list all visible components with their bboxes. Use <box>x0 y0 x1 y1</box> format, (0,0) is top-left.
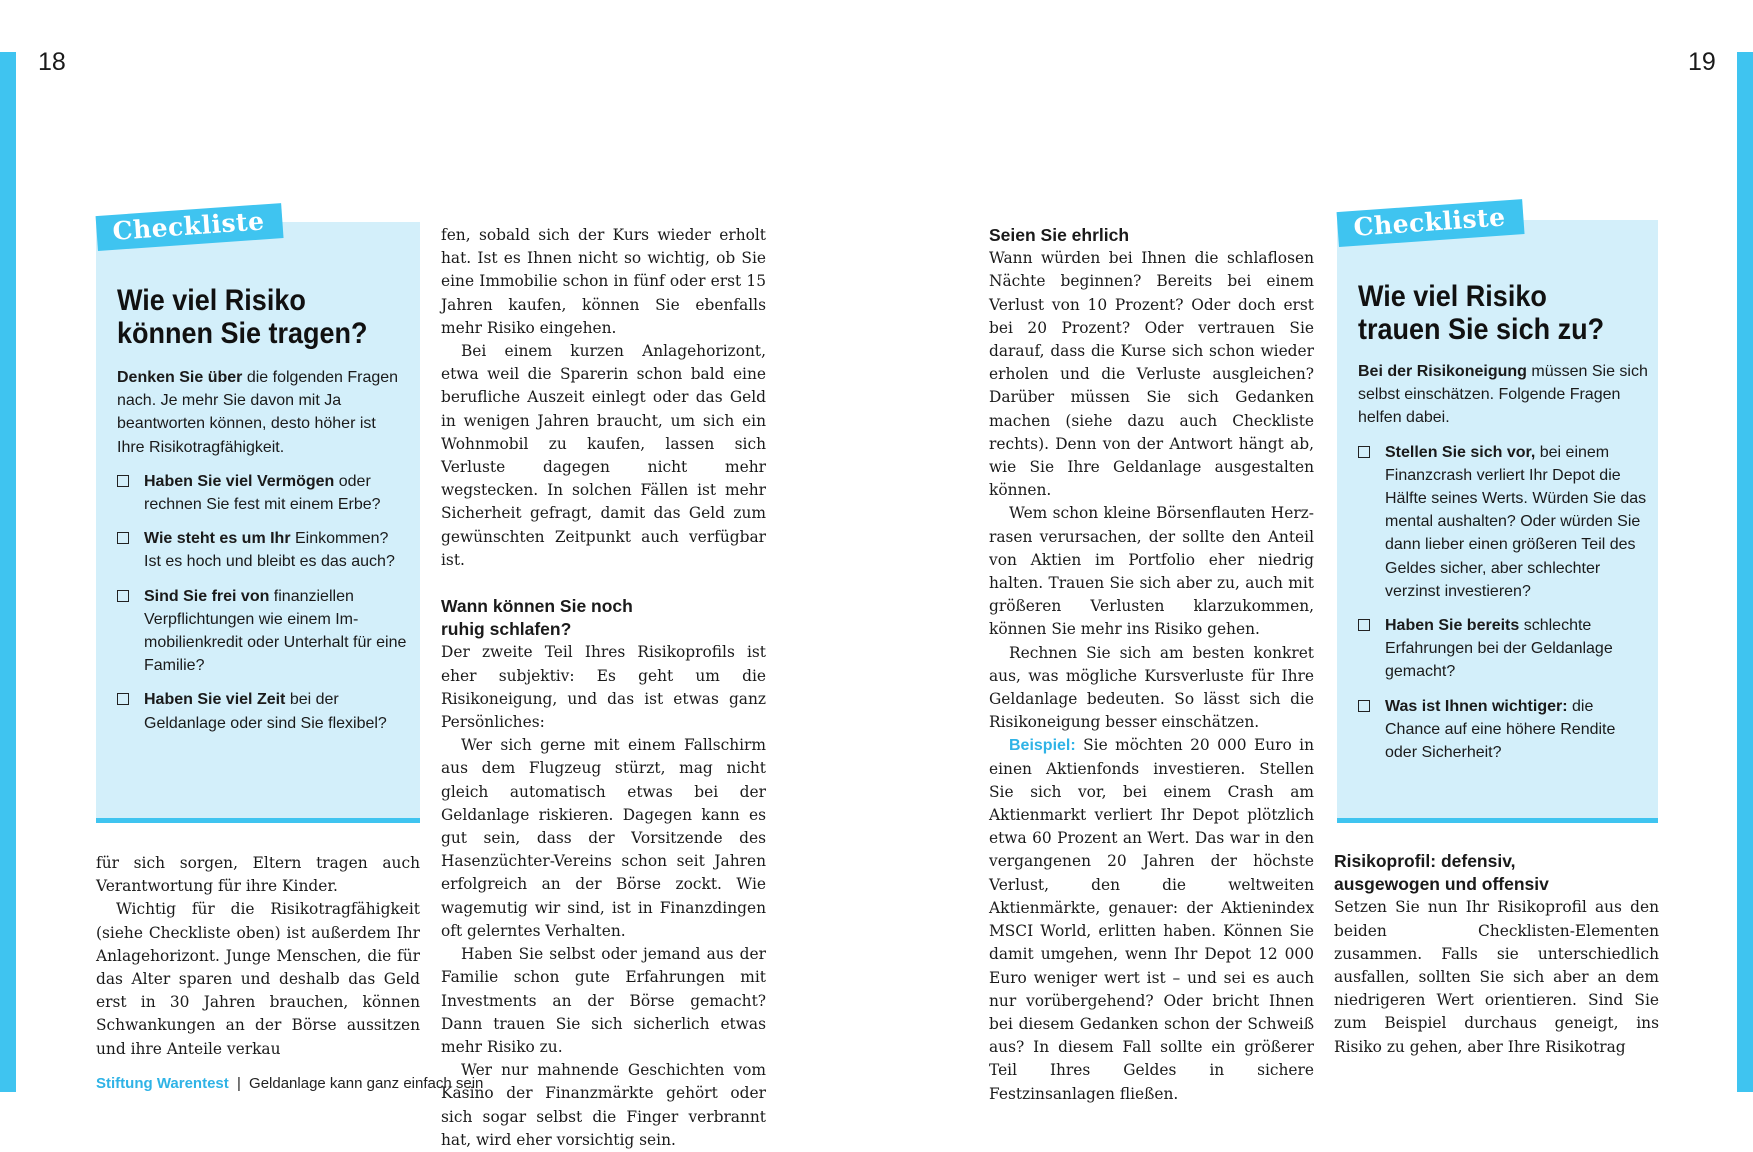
section-heading: Seien Sie ehrlich <box>989 225 1130 245</box>
checkbox-icon[interactable] <box>117 532 129 544</box>
paragraph: für sich sorgen, Eltern tragen auch Verantwortung für ihre Kinder. <box>96 854 420 896</box>
checklist-title: Wie viel Risiko trauen Sie sich zu? <box>1358 280 1605 346</box>
right-column-2-text <box>1334 850 1659 1059</box>
footer-brand: Stiftung Warentest <box>96 1075 229 1092</box>
checklist-item: Haben Sie bereits schlechte Erfahrungen bei der Geldanlage gemacht? <box>1358 614 1648 684</box>
section-heading: Wann können Sie noch ruhig schlafen? <box>441 596 633 640</box>
paragraph: Wer sich gerne mit einem Fallschirm aus dem Flugzeug stürzt, mag nicht gleich automatisch etwas bei der Geldanlage riskieren. Dagegen kann es gut sein, dass der Vorsitzende des Hasenzüchter-Vereins schon seit Jahren erfolgreich an der Börse zockt. Wie wagemutig wir sind, ist in Finanzdingen oft gelerntes Verhalten. <box>441 736 766 940</box>
section-heading: Risikoprofil: defensiv, ausgewogen und offensiv <box>1334 851 1549 895</box>
checklist-tag: Checkliste <box>1337 199 1525 247</box>
checklist-intro: Bei der Risikoneigung müssen Sie sich selbst einschätzen. Folgende Fragen helfen dabei. <box>1358 363 1648 427</box>
footer-separator: | <box>236 1075 241 1092</box>
paragraph: Bei einem kurzen Anlagehorizont, etwa weil die Sparerin schon bald eine berufliche Auszeit einlegt oder das Geld in wenigen Jahren braucht, um sich ein Wohnmobil zu kaufen, lassen sich Verluste dagegen nicht mehr wegstecken. In solchen Fällen ist mehr Sicherheit gefragt, damit das Geld zum gewünschten Zeitpunkt auch verfügbar ist. <box>441 342 766 569</box>
checkbox-icon[interactable] <box>117 590 129 602</box>
footer <box>96 1075 483 1092</box>
paragraph: Wann würden bei Ihnen die schlaflosen Nächte beginnen? Bereits bei einem Verlust von 10 Prozent? Oder doch erst bei 20 Prozent? Oder vertrauen Sie darauf, dass die Kurse sich schon wieder erholen und die Verluste ausgleichen? Darüber müssen Sie sich Gedanken machen (siehe dazu auch Checkliste rechts). Denn von der Antwort hängt ab, wie Sie Ihre Geldanlage ausgestalten können. <box>989 249 1314 500</box>
paragraph: Der zweite Teil Ihres Risikoprofils ist eher subjektiv: Es geht um die Risikoneigung, und das ist etwas ganz Persönliches: <box>441 643 766 732</box>
checkbox-icon[interactable] <box>1358 619 1370 631</box>
left-column-1-text <box>96 852 420 1061</box>
page-number-left: 18 <box>38 48 66 76</box>
checklist-box-left <box>96 206 420 823</box>
paragraph: Rechnen Sie sich am besten konkret aus, was mögliche Kursverluste für Ihre Geldanlage bedeuten. So lässt sich die Risikoneigung besser einschätzen. <box>989 643 1314 732</box>
checklist-item: Wie steht es um Ihr Einkommen? Ist es hoch und bleibt es das auch? <box>117 527 407 573</box>
checkbox-icon[interactable] <box>1358 446 1370 458</box>
right-column-1-text <box>989 224 1314 1106</box>
paragraph: Wem schon kleine Börsenflauten Herzrasen verursachen, der sollte den Anteil von Aktien im Portfolio eher niedrig halten. Trauen Sie sich aber zu, auch mit größeren Verlusten klarzukommen, können Sie mehr ins Risiko gehen. <box>989 504 1314 639</box>
checklist-item: Was ist Ihnen wichtiger: die Chance auf eine höhere Rendite oder Sicherheit? <box>1358 695 1648 765</box>
checkbox-icon[interactable] <box>1358 700 1370 712</box>
footer-title: Geldanlage kann ganz einfach sein <box>249 1075 484 1092</box>
checklist-item: Haben Sie viel Vermögen oder rechnen Sie fest mit einem Erbe? <box>117 470 407 516</box>
checklist-box-right <box>1337 202 1658 823</box>
checklist-item: Sind Sie frei von finanziellen Verpflichtungen wie einem Immobilienkredit oder Unterhalt für eine Familie? <box>117 585 407 678</box>
paragraph: fen, sobald sich der Kurs wieder erholt hat. Ist es Ihnen nicht so wichtig, ob Sie eine Immobilie schon in fünf oder erst 15 Jahren kaufen, können Sie ebenfalls mehr Risiko eingehen. <box>441 226 766 337</box>
left-page-edge-bar <box>0 52 16 1092</box>
paragraph: Wer nur mahnende Geschichten vom Kasino der Finanzmärkte gehört oder sich sogar selbst die Finger verbrannt hat, wird eher vorsichtig sein. <box>441 1061 766 1149</box>
checkbox-icon[interactable] <box>117 693 129 705</box>
page-number-right: 19 <box>1688 48 1716 76</box>
checklist-items <box>1358 441 1648 765</box>
right-page-edge-bar <box>1737 52 1753 1092</box>
checklist-intro: Denken Sie über die folgenden Fragen nach. Je mehr Sie davon mit Ja beantworten können, desto höher ist Ihre Risikotragfähigkeit. <box>117 369 399 456</box>
checklist-tag: Checkliste <box>96 203 284 251</box>
paragraph: Haben Sie selbst oder jemand aus der Familie schon gute Erfahrungen mit Investments an der Börse gemacht? Dann trauen Sie sich sicherlich etwas mehr Risiko zu. <box>441 945 766 1056</box>
paragraph: Beispiel: Sie möchten 20 000 Euro in einen Aktienfonds investieren. Stellen Sie sich vor, bei einem Crash am Aktienmarkt verliert Ihr Depot plötzlich etwa 60 Prozent an Wert. Das war in den vergangenen 20 Jahren der höchste Verlust, den die weltweiten Aktienmärkte, genauer: der Aktienindex MSCI World, erlitten haben. Können Sie damit umgehen, wenn Ihr Depot 12 000 Euro weniger wert ist – und sei es auch nur vorübergehend? Oder bricht Ihnen bei diesem Gedanken schon der Schweiß aus? In diesem Fall sollte ein größerer Teil Ihres Geldes in sichere Festzinsanlagen fließen. <box>989 736 1314 1103</box>
checklist-title: Wie viel Risiko können Sie tragen? <box>117 284 368 350</box>
checkbox-icon[interactable] <box>117 475 129 487</box>
paragraph: Setzen Sie nun Ihr Risikoprofil aus den beiden Checklisten-Elementen zusammen. Falls sie unterschiedlich ausfallen, sollten Sie sich aber an dem niedrigeren Wert orientieren. Sind Sie zum Beispiel durchaus geneigt, ins Risiko zu gehen, aber Ihre Risikotrag <box>1334 898 1659 1056</box>
checklist-items <box>117 470 407 735</box>
paragraph: Wichtig für die Risikotragfähigkeit (siehe Checkliste oben) ist außerdem Ihr Anlagehorizont. Junge Menschen, die für das Alter sparen und deshalb das Geld erst in 30 Jahren brauchen, können Schwankungen an der Börse aussitzen und ihre Anteile verkau <box>96 900 420 1058</box>
left-column-2-text <box>441 224 766 1152</box>
checklist-item: Stellen Sie sich vor, bei einem Finanzcrash verliert Ihr Depot die Hälfte seines Werts. Würden Sie das mental aushalten? Oder würden Sie dann lieber einen größeren Teil des Geldes sicher, aber schlechter verzinst investieren? <box>1358 441 1648 603</box>
example-label: Beispiel: <box>1009 737 1076 755</box>
checklist-item: Haben Sie viel Zeit bei der Geldanlage oder sind Sie flexibel? <box>117 688 407 734</box>
